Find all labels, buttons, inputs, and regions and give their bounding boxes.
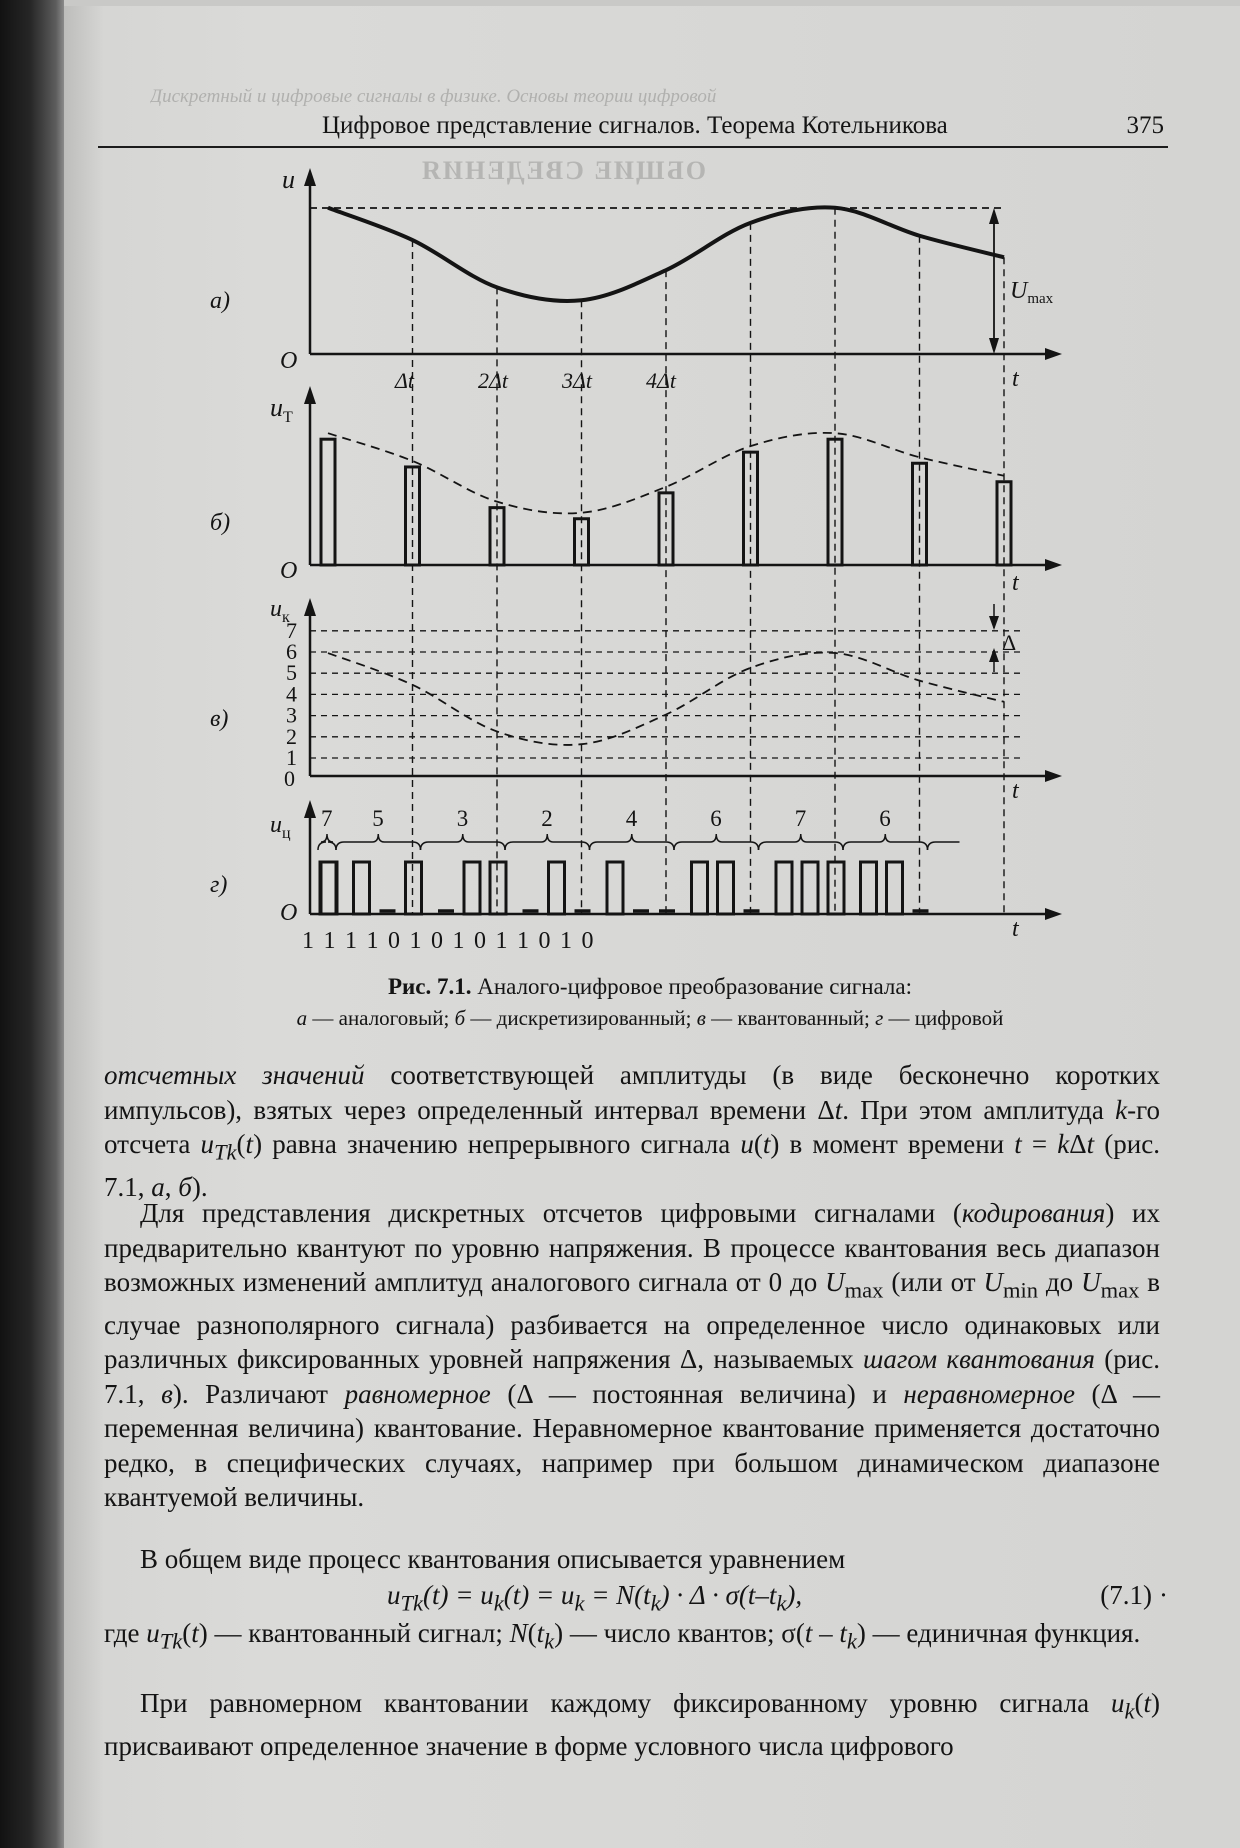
p2-part: (Δ — постоянная величина) и [490, 1378, 904, 1409]
code-group-value: 6 [879, 806, 891, 831]
code-group-value: 5 [372, 806, 384, 831]
p1-part: . При этом амплитуда [842, 1094, 1116, 1125]
p2-part: (Δ — переменная величина) квантование. Неравномерное квантование применяется достаточно редко, в специфических случаях, например при большом динамическом диапазоне квантуемой величины. [104, 1378, 1161, 1513]
p1-var: u [740, 1129, 754, 1159]
quantization-level-label: 5 [286, 660, 297, 686]
caption-b-letter: б [454, 1006, 466, 1030]
panel-b-x-label: t [1012, 570, 1019, 596]
p1-var: k [1057, 1129, 1070, 1159]
equation-expression [387, 1580, 802, 1616]
digital-pulse [607, 862, 623, 914]
code-group-value: 7 [321, 806, 333, 831]
p4-part: где [104, 1618, 147, 1648]
eq-part: ), [786, 1580, 803, 1610]
panel-b [210, 386, 1062, 596]
quantization-level-label: 7 [286, 617, 297, 643]
caption-g-letter: г [875, 1006, 884, 1030]
panel-a-umax-arrow-top [989, 208, 999, 224]
figure-caption-legend [0, 1006, 1240, 1031]
p1-part: соответствующей амплитуды (в виде бесконечно коротких импульсов), взятых через определенный интервал времени Δ [104, 1060, 1160, 1125]
panel-g-x-arrow [1045, 908, 1062, 920]
panel-g-code-groups [318, 806, 960, 850]
eq-sub: Tk [400, 1590, 423, 1616]
p1-part: , [164, 1171, 179, 1202]
eq-part: (t) = u [503, 1580, 575, 1610]
code-group-brace [759, 834, 844, 850]
figure-caption-text: Аналого-цифровое преобразование сигнала: [471, 974, 913, 999]
eq-part: (t) = u [423, 1580, 494, 1610]
paragraph-5 [104, 1686, 1160, 1763]
panel-g-y-arrow [304, 800, 316, 818]
p5-var: t [1143, 1688, 1151, 1718]
p4-var: u [146, 1618, 160, 1648]
bleed-through-text: Дискретный и цифровые сигналы в физике. Основы теории цифровой [150, 86, 717, 107]
panel-v-delta-arrow-top [989, 616, 999, 630]
p4-part: ) — единичная функция. [856, 1618, 1141, 1648]
p4-var: t [839, 1618, 847, 1648]
p4-var: t [191, 1618, 199, 1648]
p1-part: -го отсчета [104, 1094, 1161, 1159]
panel-v-quantization-levels [286, 618, 1020, 770]
panel-v-tag: в) [210, 706, 229, 732]
digital-pulse [464, 862, 480, 914]
caption-v-text: — квантованный; [705, 1006, 876, 1030]
panel-a-x-arrow [1045, 348, 1062, 360]
panel-b-origin: O [280, 558, 298, 584]
bit-label: 1 [517, 928, 529, 954]
panel-v-x-arrow [1045, 770, 1062, 782]
bit-label: 1 [302, 928, 314, 954]
panel-g [210, 800, 1062, 954]
code-group-brace [318, 834, 336, 850]
p1-part: (рис. 7.1, [104, 1129, 1160, 1202]
quantization-level-label: 6 [286, 639, 297, 664]
bit-label: 0 [538, 928, 551, 954]
sample-pulse [321, 439, 335, 565]
quantization-level-label: 2 [286, 723, 297, 749]
paragraph-2-text [104, 1196, 1160, 1515]
digital-pulse [861, 862, 877, 914]
p1-part: ) равна значению непрерывного сигнала [253, 1129, 741, 1159]
figure-caption-title [0, 974, 1240, 1000]
eq-sub: k [776, 1590, 787, 1616]
term-coding: кодирования [961, 1198, 1106, 1228]
p2-part: (рис. 7.1, [104, 1344, 1160, 1409]
tick-label-dt: Δt [395, 368, 415, 393]
panel-b-tag: б) [210, 510, 231, 536]
caption-a-letter: а [296, 1006, 308, 1030]
p5-part: ) присваивают определенное значение в форме условного числа цифрового [104, 1688, 1160, 1761]
panel-v-y-label: $u_к$ [270, 596, 290, 626]
code-group-value: 7 [794, 806, 807, 831]
paragraph-2 [104, 1196, 1160, 1515]
bit-label: 1 [560, 928, 572, 954]
p4-part: ) — квантованный сигнал; [198, 1618, 510, 1648]
panel-a-tick-labels [394, 368, 677, 393]
paragraph-4-text [104, 1616, 1160, 1659]
panel-g-tag: г) [210, 872, 228, 898]
digital-pulse [718, 862, 734, 914]
digital-pulse [828, 862, 844, 914]
equation-7-1 [104, 1580, 1168, 1616]
code-group-brace [674, 834, 759, 850]
term-nonuniform: неравномерное [903, 1378, 1075, 1409]
p5-part: ( [1134, 1688, 1144, 1718]
p2-var: U [983, 1267, 1003, 1297]
p2-part: Для представления дискретных отсчетов цифровыми сигналами ( [140, 1198, 962, 1228]
caption-a-text: — аналоговый; [307, 1006, 455, 1030]
paragraph-4 [104, 1616, 1160, 1659]
panel-v [210, 596, 1062, 804]
p4-var: N [509, 1618, 528, 1648]
panel-g-origin: O [280, 900, 298, 926]
p1-part: Δ [1069, 1129, 1087, 1159]
quantization-level-label: 4 [286, 681, 297, 707]
panel-v-y-arrow [304, 598, 316, 616]
bit-label: 1 [366, 928, 379, 954]
p4-part: ( [527, 1618, 537, 1648]
bit-label: 1 [409, 928, 422, 954]
panel-a-y-arrow [304, 168, 316, 186]
tick-label-4dt: 4Δt [646, 368, 677, 393]
p1-var: t [245, 1129, 254, 1159]
eq-part: ) · Δ · σ(t–t [660, 1580, 777, 1610]
p4-part: ) — число квантов; σ( [554, 1618, 805, 1648]
code-group-brace [928, 842, 960, 850]
figure-caption-label: Рис. 7.1. [387, 974, 472, 999]
panel-b-x-arrow [1045, 559, 1062, 571]
digital-pulse [354, 862, 370, 914]
code-group-brace [590, 834, 675, 850]
equation-number: (7.1) [1100, 1580, 1152, 1610]
tick-label-2dt: 2Δt [478, 368, 509, 393]
bit-label: 0 [431, 928, 443, 954]
p2-var: U [1081, 1267, 1101, 1297]
p1-part: ( [753, 1129, 763, 1159]
bit-label: 1 [495, 928, 508, 954]
eq-sub: k [574, 1590, 585, 1616]
bit-label: 0 [388, 928, 400, 954]
p1-part: = [1021, 1129, 1058, 1159]
p5-var: u [1110, 1688, 1125, 1718]
p2-part: ). Различают [172, 1378, 345, 1409]
digital-pulse [406, 862, 422, 914]
panel-g-y-label: $u_ц$ [270, 812, 291, 842]
p1-part: ) в момент времени [770, 1129, 1015, 1159]
p2-var: U [825, 1267, 845, 1297]
caption-b-text: — дискретизированный; [465, 1006, 697, 1030]
p1-var: t [1086, 1129, 1095, 1159]
p2-sub: min [1002, 1277, 1038, 1303]
paragraph-1-text [104, 1058, 1160, 1204]
code-group-value: 2 [541, 806, 553, 831]
p1-part: ). [191, 1171, 208, 1202]
bit-label: 1 [323, 928, 336, 954]
panel-v-delta-label: Δ [1002, 630, 1017, 655]
sample-time-lines [413, 208, 1005, 914]
panel-v-x-label: t [1012, 778, 1019, 804]
p4-part: ( [182, 1618, 192, 1648]
p2-part: ) их предварительно квантуют по уровню напряжения. В процессе квантования весь диапазон возможных изменений амплитуд аналогового сигнала от 0 до [104, 1198, 1160, 1297]
paragraph-1 [104, 1058, 1160, 1204]
digital-pulse [490, 862, 506, 914]
panel-a-tag: а) [210, 288, 230, 314]
code-group-value: 6 [710, 806, 722, 831]
code-group-value: 4 [625, 806, 638, 831]
panel-v-delta-arrow-bottom [989, 648, 999, 662]
eq-part: = N(t [584, 1580, 651, 1610]
code-group-brace [843, 834, 928, 850]
term-sample-values: отсчетных значений [104, 1060, 365, 1090]
p2-var: в [161, 1378, 173, 1409]
digital-pulse [692, 862, 708, 914]
p2-part: в случае разнополярного сигнала) разбивается на определенное число одинаковых или различных фиксированных уровней напряжения Δ, называемых [104, 1267, 1160, 1375]
p1-part: ( [236, 1129, 246, 1159]
eq-sub: k [493, 1590, 504, 1616]
bleed-through-title: ОБЩИЕ СВЕДЕНИЯ [420, 156, 706, 185]
p1-var: u [200, 1129, 215, 1159]
p4-var: t [804, 1618, 813, 1648]
header-title: Цифровое представление сигналов. Теорема Котельникова [322, 112, 948, 139]
p1-var: б [178, 1171, 192, 1202]
quantization-level-label: 1 [286, 745, 297, 770]
p4-part: – [812, 1618, 840, 1648]
digital-pulse [776, 862, 792, 914]
paragraph-5-text [104, 1686, 1160, 1763]
p4-var: t [536, 1618, 545, 1648]
quantization-level-label: 3 [286, 702, 297, 728]
bit-label: 1 [452, 928, 465, 954]
p4-sub: k [544, 1628, 555, 1654]
bit-label: 1 [345, 928, 357, 954]
digital-pulse [887, 862, 903, 914]
panel-a-umax-label: $U_{max}$ [1010, 278, 1054, 307]
term-uniform: равномерное [344, 1378, 491, 1409]
bit-label: 0 [581, 928, 594, 954]
p1-var: t [762, 1129, 771, 1159]
term-quantization-step: шагом квантования [863, 1344, 1095, 1375]
eq-part: u [387, 1580, 401, 1610]
panel-a-x-label: t [1012, 366, 1019, 392]
code-group-brace [505, 834, 590, 850]
p4-sub: Tk [159, 1628, 183, 1654]
eq-sub: k [650, 1590, 661, 1616]
panel-g-x-label: t [1012, 916, 1019, 942]
panel-a-umax-arrow-bottom [989, 338, 999, 354]
bit-label: 0 [474, 928, 486, 954]
p1-var: k [1115, 1094, 1128, 1125]
p2-sub: max [844, 1277, 884, 1303]
p5-part: При равномерном квантовании каждому фиксированному уровню сигнала [140, 1688, 1111, 1718]
panel-b-y-label: $u_T$ [270, 393, 293, 426]
code-group-brace [421, 834, 506, 850]
caption-v-letter: в [696, 1006, 706, 1030]
panel-g-digital-pulses [320, 862, 929, 914]
page-number: 375 [1126, 112, 1164, 139]
caption-g-text: — цифровой [883, 1006, 1004, 1030]
panel-v-zero: 0 [284, 766, 295, 791]
digital-pulse [549, 862, 565, 914]
panel-g-bit-labels [302, 928, 594, 954]
panel-a-y-label: u [282, 165, 295, 194]
p1-sub: Tk [214, 1139, 237, 1165]
panel-b-y-arrow [304, 386, 316, 404]
p1-var: а [151, 1171, 165, 1202]
panel-a [210, 165, 1062, 393]
p2-sub: max [1100, 1277, 1140, 1303]
p1-var: t [834, 1094, 843, 1125]
digital-pulse [802, 862, 818, 914]
paragraph-3 [104, 1542, 1160, 1577]
p2-part: до [1038, 1267, 1082, 1297]
p4-sub: k [846, 1628, 857, 1654]
equation-dot: · [1159, 1580, 1168, 1610]
p1-var: t [1014, 1129, 1022, 1159]
p2-part: (или от [883, 1267, 984, 1297]
paragraph-3-text: В общем виде процесс квантования описывается уравнением [140, 1544, 846, 1574]
tick-label-3dt: 3Δt [562, 368, 593, 393]
code-group-value: 3 [456, 806, 469, 831]
p5-sub: k [1124, 1698, 1135, 1724]
panel-a-origin: O [280, 348, 298, 374]
code-group-brace [336, 834, 421, 850]
